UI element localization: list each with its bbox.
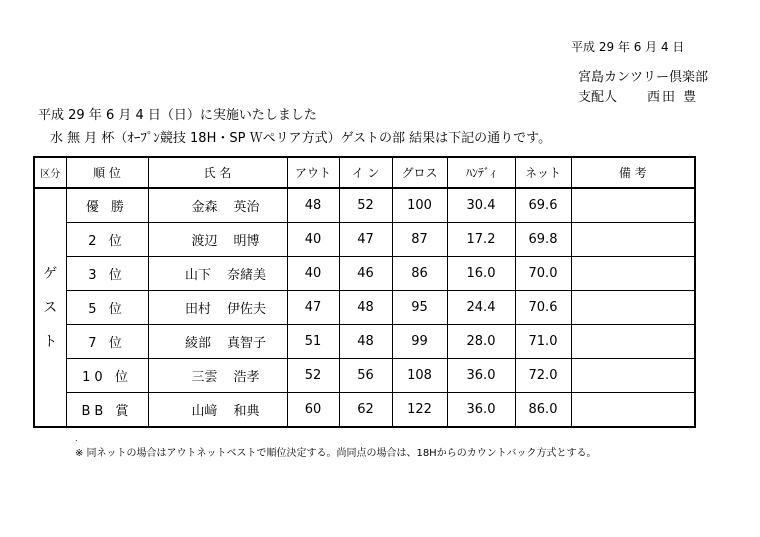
event-held-statement: 平成 29 年 6 月 4 日（日）に実施いたしました [38, 108, 317, 123]
column-header-remarks: 備 考 [571, 157, 695, 188]
results-table [33, 156, 696, 428]
handicap-cell: 36.0 [447, 393, 515, 428]
remarks-cell [571, 359, 695, 393]
surname: 渡辺 [191, 234, 218, 249]
document-date: 平成 29 年 6 月 4 日 [571, 40, 685, 54]
out-score-cell: 52 [287, 359, 339, 393]
column-header-out: アウト [287, 157, 339, 188]
table-row [34, 325, 695, 359]
gross-cell: 87 [392, 223, 447, 257]
in-score-cell: 56 [339, 359, 392, 393]
surname: 山下 [184, 268, 211, 283]
name-cell [148, 359, 287, 393]
table-row [34, 188, 695, 223]
gross-cell: 100 [392, 188, 447, 223]
rank-cell: 3 位 [66, 257, 148, 291]
in-score-cell: 62 [339, 393, 392, 428]
remarks-cell [571, 325, 695, 359]
given-name: 和典 [233, 404, 260, 419]
remarks-cell [571, 393, 695, 428]
remarks-cell [571, 223, 695, 257]
gross-cell: 122 [392, 393, 447, 428]
name-cell [148, 393, 287, 428]
table-row [34, 359, 695, 393]
category-char: ス [43, 299, 58, 316]
remarks-cell [571, 257, 695, 291]
out-score-cell: 40 [287, 223, 339, 257]
name-cell [148, 291, 287, 325]
name-cell [148, 325, 287, 359]
handicap-cell: 36.0 [447, 359, 515, 393]
column-header-handicap: ﾊﾝﾃﾞｨ [447, 157, 515, 188]
rank-cell: 7 位 [66, 325, 148, 359]
name-cell [148, 257, 287, 291]
rank-cell: 2 位 [66, 223, 148, 257]
out-score-cell: 48 [287, 188, 339, 223]
surname: 綾部 [184, 336, 211, 351]
surname: 山﨑 [191, 404, 218, 419]
net-cell: 72.0 [515, 359, 571, 393]
column-header-in: イ ン [339, 157, 392, 188]
in-score-cell: 48 [339, 291, 392, 325]
in-score-cell: 46 [339, 257, 392, 291]
gross-cell: 95 [392, 291, 447, 325]
column-header-gross: グロス [392, 157, 447, 188]
surname: 金森 [191, 200, 218, 215]
given-name: 英治 [233, 200, 260, 215]
rank-cell: 優 勝 [66, 188, 148, 223]
in-score-cell: 52 [339, 188, 392, 223]
gross-cell: 99 [392, 325, 447, 359]
column-header-rank: 順 位 [66, 157, 148, 188]
net-cell: 70.0 [515, 257, 571, 291]
manager-title: 支配人 [578, 90, 618, 105]
handicap-cell: 30.4 [447, 188, 515, 223]
handicap-cell: 16.0 [447, 257, 515, 291]
given-name: 明博 [233, 234, 260, 249]
handicap-cell: 28.0 [447, 325, 515, 359]
net-cell: 71.0 [515, 325, 571, 359]
table-row [34, 223, 695, 257]
rank-cell: BB 賞 [66, 393, 148, 428]
remarks-cell [571, 291, 695, 325]
surname: 三雲 [191, 370, 218, 385]
column-header-name: 氏 名 [148, 157, 287, 188]
table-row [34, 257, 695, 291]
competition-subtitle: 水 無 月 杯（ｵｰﾌﾟﾝ競技 18H・SP Ｗペリア方式）ゲストの部 結果は下記の通りです。 [50, 131, 552, 146]
footnote: ※ 同ネットの場合はアウトネットベストで順位決定する。尚同点の場合は、18Hからのカウントバック方式とする。 [75, 448, 597, 459]
gross-cell: 86 [392, 257, 447, 291]
column-header-category: 区分 [34, 157, 66, 188]
column-header-net: ネット [515, 157, 571, 188]
table-row [34, 393, 695, 428]
category-char: ゲ [43, 265, 58, 282]
in-score-cell: 47 [339, 223, 392, 257]
name-cell [148, 188, 287, 223]
out-score-cell: 60 [287, 393, 339, 428]
manager-name: 西田 豊 [647, 90, 699, 105]
gross-cell: 108 [392, 359, 447, 393]
category-cell [34, 188, 66, 427]
surname: 田村 [184, 302, 211, 317]
out-score-cell: 47 [287, 291, 339, 325]
out-score-cell: 51 [287, 325, 339, 359]
out-score-cell: 40 [287, 257, 339, 291]
table-row [34, 291, 695, 325]
given-name: 奈緒美 [226, 268, 266, 283]
given-name: 浩孝 [233, 370, 260, 385]
rank-cell: 10 位 [66, 359, 148, 393]
rank-cell: 5 位 [66, 291, 148, 325]
net-cell: 69.6 [515, 188, 571, 223]
club-name: 宮島カンツリー倶楽部 [578, 70, 709, 85]
handicap-cell: 17.2 [447, 223, 515, 257]
given-name: 真智子 [226, 336, 266, 351]
header-row [34, 157, 695, 188]
net-cell: 86.0 [515, 393, 571, 428]
in-score-cell: 48 [339, 325, 392, 359]
name-cell [148, 223, 287, 257]
net-cell: 70.6 [515, 291, 571, 325]
category-char: ト [43, 333, 58, 350]
remarks-cell [571, 188, 695, 223]
given-name: 伊佐夫 [226, 302, 266, 317]
handicap-cell: 24.4 [447, 291, 515, 325]
footnote-dot: . [75, 434, 78, 443]
net-cell: 69.8 [515, 223, 571, 257]
